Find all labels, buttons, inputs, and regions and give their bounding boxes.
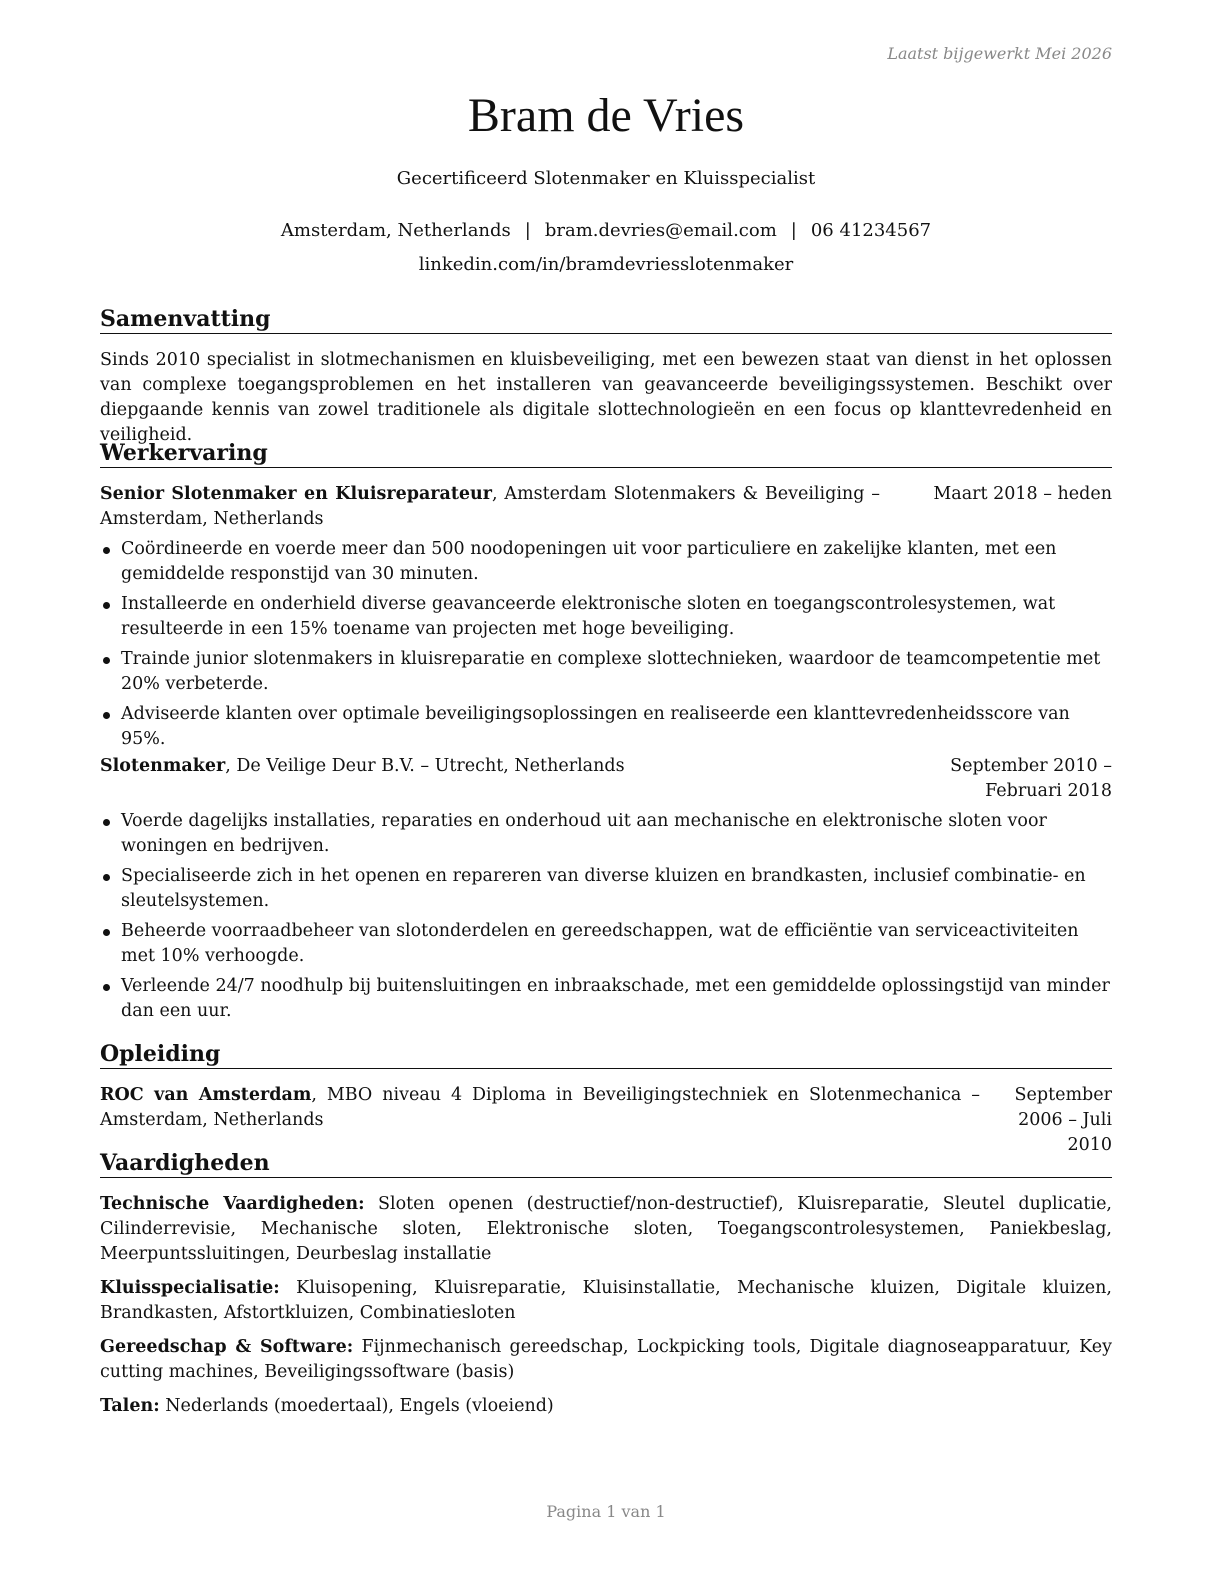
job-header	[100, 754, 1112, 804]
job-title-line	[100, 754, 800, 779]
job-bullets	[100, 809, 1112, 1029]
bullet-text: Trainde junior slotenmakers in kluisreparatie en complexe slottechnieken, waardoor de teamcompetentie met 20% verbeterde.	[121, 649, 1101, 694]
separator: |	[524, 220, 531, 241]
bullet-text: Beheerde voorraadbeheer van slotonderdelen en gereedschappen, wat de efficiëntie van serviceactiviteiten met 10% verhoogde.	[121, 921, 1079, 966]
candidate-name: Bram de Vries	[467, 89, 745, 142]
education-line	[100, 1083, 980, 1133]
section-heading-summary: Samenvatting	[100, 305, 1112, 334]
bullet-icon	[103, 819, 110, 826]
degree: , MBO niveau 4 Diploma in Beveiligingstechniek en Slotenmechanica – Amsterdam, Netherlands	[100, 1085, 980, 1130]
job-title: Senior Slotenmaker en Kluisreparateur	[100, 484, 493, 504]
location: Amsterdam, Netherlands	[280, 220, 511, 241]
skill-label: Technische Vaardigheden:	[100, 1194, 365, 1214]
section-heading-skills: Vaardigheden	[100, 1149, 1112, 1178]
skill-line	[100, 1276, 1112, 1326]
list-item	[100, 592, 1112, 642]
list-item	[100, 974, 1112, 1024]
job-bullets	[100, 537, 1112, 757]
bullet-icon	[103, 547, 110, 554]
bullet-icon	[103, 657, 110, 664]
job-dates: September 2010 – Februari 2018	[950, 756, 1112, 801]
skill-value: Fijnmechanisch gereedschap, Lockpicking tools, Digitale diagnoseapparatuur, Key cutting machines, Beveiligingssoftware (basis)	[100, 1337, 1112, 1382]
bullet-text: Verleende 24/7 noodhulp bij buitensluitingen en inbraakschade, met een gemiddelde oplossingstijd van minder dan een uur.	[121, 976, 1110, 1021]
page-number: Pagina 1 van 1	[546, 1502, 666, 1521]
contact-line	[100, 219, 1112, 243]
job-title-line	[100, 482, 880, 532]
list-item	[100, 809, 1112, 859]
skill-value: Kluisopening, Kluisreparatie, Kluisinstallatie, Mechanische kluizen, Digitale kluizen, Brandkasten, Afstortkluizen, Combinatiesloten	[100, 1278, 1112, 1323]
resume-page	[100, 0, 1112, 1584]
bullet-icon	[103, 874, 110, 881]
bullet-text: Coördineerde en voerde meer dan 500 noodopeningen uit voor particuliere en zakelijke klanten, met een gemiddelde responstijd van 30 minuten.	[121, 539, 1057, 584]
school-name: ROC van Amsterdam	[100, 1085, 312, 1105]
section-heading-experience: Werkervaring	[100, 439, 1112, 468]
list-item	[100, 647, 1112, 697]
bullet-icon	[103, 929, 110, 936]
job-title: Slotenmaker	[100, 756, 226, 776]
skill-value: Sloten openen (destructief/non-destructief), Kluisreparatie, Sleutel duplicatie, Cilinderrevisie, Mechanische sloten, Elektronische sloten, Toegangscontrolesystemen, Paniekbeslag, Meerpuntssluitingen, Deurbeslag installatie	[100, 1194, 1112, 1264]
bullet-text: Specialiseerde zich in het openen en repareren van diverse kluizen en brandkasten, inclusief combinatie- en sleutelsystemen.	[121, 866, 1086, 911]
bullet-text: Voerde dagelijks installaties, reparaties en onderhoud uit aan mechanische en elektronische sloten voor woningen en bedrijven.	[121, 811, 1047, 856]
job-header	[100, 482, 1112, 532]
list-item	[100, 537, 1112, 587]
phone: 06 41234567	[810, 220, 932, 241]
skill-label: Kluisspecialisatie:	[100, 1278, 280, 1298]
skill-line	[100, 1394, 1112, 1419]
skill-label: Gereedschap & Software:	[100, 1337, 354, 1357]
summary-text: Sinds 2010 specialist in slotmechanismen en kluisbeveiliging, met een bewezen staat van dienst in het oplossen van complexe toegangsproblemen en het installeren van geavanceerde beveiligingssystemen. Beschikt over diepgaande kennis van zowel traditionele als digitale slottechnologieën en een focus op klanttevredenheid en veiligheid.	[100, 350, 1112, 445]
section-heading-education: Opleiding	[100, 1040, 1112, 1069]
last-updated: Laatst bijgewerkt Mei 2026	[887, 44, 1112, 63]
job-company: , De Veilige Deur B.V. – Utrecht, Netherlands	[225, 756, 625, 776]
email-link[interactable]: bram.devries@email.com	[544, 220, 777, 241]
skill-line	[100, 1192, 1112, 1267]
education-header	[100, 1083, 1112, 1155]
job-company: , Amsterdam Slotenmakers & Beveiliging – Amsterdam, Netherlands	[100, 484, 881, 529]
skill-line	[100, 1335, 1112, 1385]
skill-label: Talen:	[100, 1396, 160, 1416]
professional-title: Gecertificeerd Slotenmaker en Kluisspecialist	[396, 168, 816, 189]
bullet-icon	[103, 984, 110, 991]
linkedin-link[interactable]: linkedin.com/in/bramdevriesslotenmaker	[418, 254, 794, 275]
bullet-icon	[103, 712, 110, 719]
list-item	[100, 864, 1112, 914]
education-dates: September 2006 – Juli 2010	[1014, 1085, 1112, 1155]
bullet-icon	[103, 602, 110, 609]
list-item	[100, 919, 1112, 969]
bullet-text: Installeerde en onderhield diverse geavanceerde elektronische sloten en toegangscontrolesystemen, wat resulteerde in een 15% toename van projecten met hoge beveiliging.	[121, 594, 1056, 639]
list-item	[100, 702, 1112, 752]
separator: |	[790, 220, 797, 241]
job-dates: Maart 2018 – heden	[933, 484, 1112, 504]
bullet-text: Adviseerde klanten over optimale beveiligingsoplossingen en realiseerde een klanttevredenheidsscore van 95%.	[121, 704, 1070, 749]
skill-value: Nederlands (moedertaal), Engels (vloeiend)	[159, 1396, 554, 1416]
